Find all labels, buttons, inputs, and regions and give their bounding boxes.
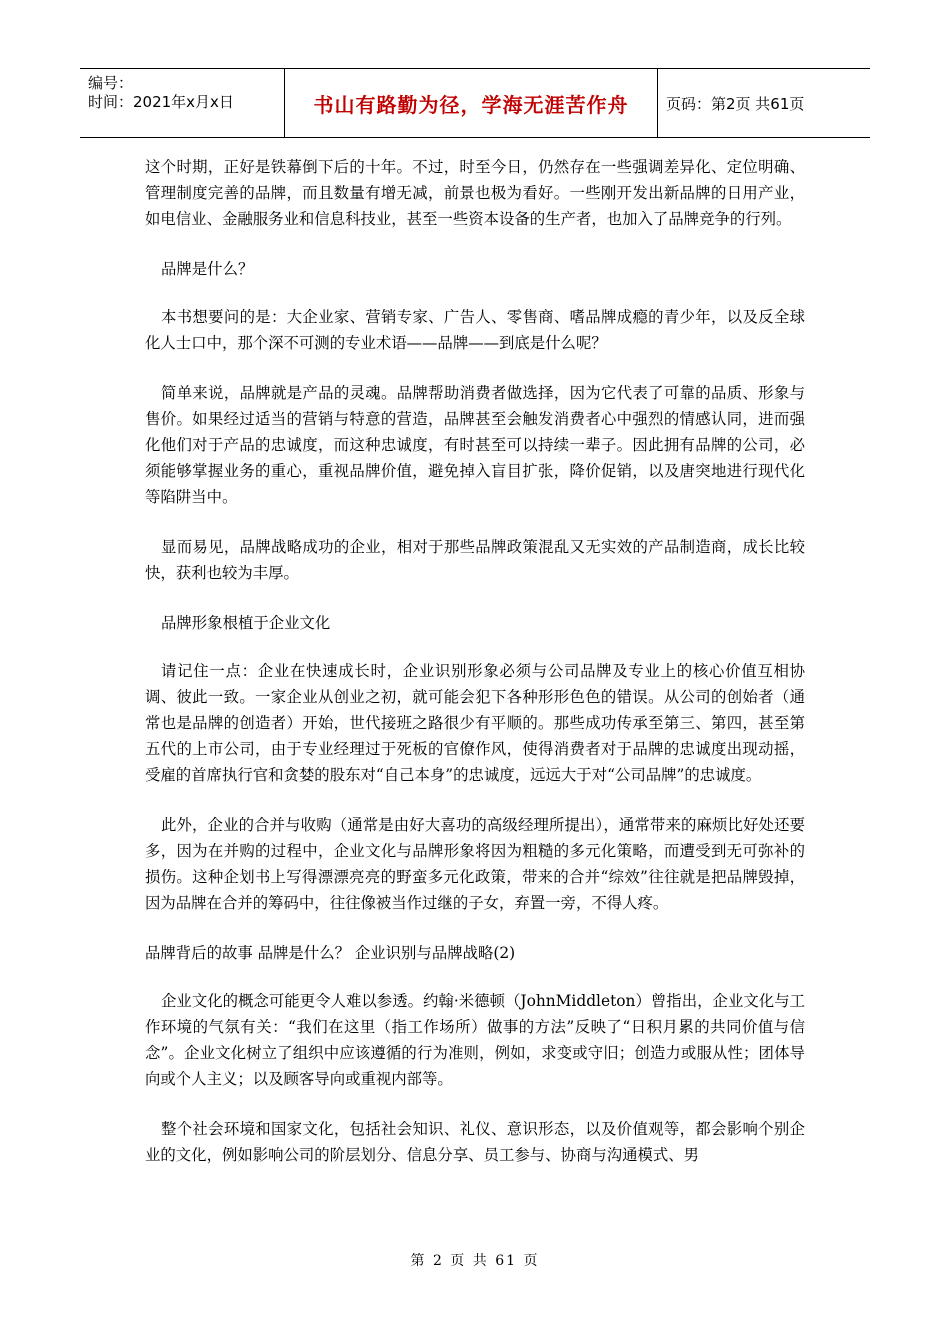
section-heading: 品牌背后的故事 品牌是什么？ 企业识别与品牌战略(2) xyxy=(145,944,516,962)
body-paragraph: 请记住一点：企业在快速成长时，企业识别形象必须与公司品牌及专业上的核心价值互相协调、彼此一致。一家企业从创业之初，就可能会犯下各种形形色色的错误。从公司的创始者（通常也是品牌的创造者）开始，世代接班之路很少有平顺的。那些成功传承至第三、第四，甚至第五代的上市公司，由于专业经理过于死板的官僚作风，使得消费者对于品牌的忠诚度出现动摇，受雇的首席执行官和贪婪的股东对“自己本身”的忠诚度，远远大于对“公司品牌”的忠诚度。 xyxy=(145,662,805,784)
body-paragraph: 这个时期，正好是铁幕倒下后的十年。不过，时至今日，仍然存在一些强调差异化、定位明确、管理制度完善的品牌，而且数量有增无减，前景也极为看好。一些刚开发出新品牌的日用产业，如电信业、金融服务业和信息科技业，甚至一些资本设备的生产者，也加入了品牌竞争的行列。 xyxy=(145,158,805,228)
document-time-label: 时间：2021年x月x日 xyxy=(88,93,234,111)
header-motto: 书山有路勤为径，学海无涯苦作舟 xyxy=(313,92,629,117)
page-footer: 第 2 页 共 61 页 xyxy=(410,1253,540,1269)
document-body xyxy=(145,154,805,1192)
body-paragraph: 本书想要问的是：大企业家、营销专家、广告人、零售商、嗜品牌成瘾的青少年，以及反全球化人士口中，那个深不可测的专业术语——品牌——到底是什么呢？ xyxy=(145,308,805,352)
body-paragraph: 此外，企业的合并与收购（通常是由好大喜功的高级经理所提出），通常带来的麻烦比好处还要多，因为在并购的过程中，企业文化与品牌形象将因为粗糙的多元化策略，而遭受到无可弥补的损伤。这种企划书上写得漂漂亮亮的野蛮多元化政策，带来的合并“综效”往往就是把品牌毁掉，因为品牌在合并的筹码中，往往像被当作过继的子女，弃置一旁，不得人疼。 xyxy=(145,816,805,912)
body-paragraph: 简单来说，品牌就是产品的灵魂。品牌帮助消费者做选择，因为它代表了可靠的品质、形象与售价。如果经过适当的营销与特意的营造，品牌甚至会触发消费者心中强烈的情感认同，进而强化他们对于产品的忠诚度，而这种忠诚度，有时甚至可以持续一辈子。因此拥有品牌的公司，必须能够掌握业务的重心，重视品牌价值，避免掉入盲目扩张，降价促销，以及唐突地进行现代化等陷阱当中。 xyxy=(145,384,805,506)
section-heading: 品牌形象根植于企业文化 xyxy=(161,614,331,632)
page-header xyxy=(80,68,870,138)
body-paragraph: 整个社会环境和国家文化，包括社会知识、礼仪、意识形态，以及价值观等，都会影响个别企业的文化，例如影响公司的阶层划分、信息分享、员工参与、协商与沟通模式、男 xyxy=(145,1120,805,1164)
document-number-label: 编号： xyxy=(88,74,134,92)
header-page-cell xyxy=(658,69,870,137)
section-heading: 品牌是什么？ xyxy=(161,260,254,278)
body-paragraph: 企业文化的概念可能更令人难以参透。约翰·米德顿（JohnMiddleton）曾指出，企业文化与工作环境的气氛有关：“我们在这里（指工作场所）做事的方法”反映了“日积月累的共同价值与信念”。企业文化树立了组织中应该遵循的行为准则，例如，求变或守旧；创造力或服从性；团体导向或个人主义；以及顾客导向或重视内部等。 xyxy=(145,992,805,1088)
header-motto-cell xyxy=(285,69,658,137)
body-paragraph: 显而易见，品牌战略成功的企业，相对于那些品牌政策混乱又无实效的产品制造商，成长比较快，获利也较为丰厚。 xyxy=(145,538,805,582)
header-meta-cell xyxy=(80,69,285,137)
header-page-info: 页码：第2页 共61页 xyxy=(666,94,805,113)
